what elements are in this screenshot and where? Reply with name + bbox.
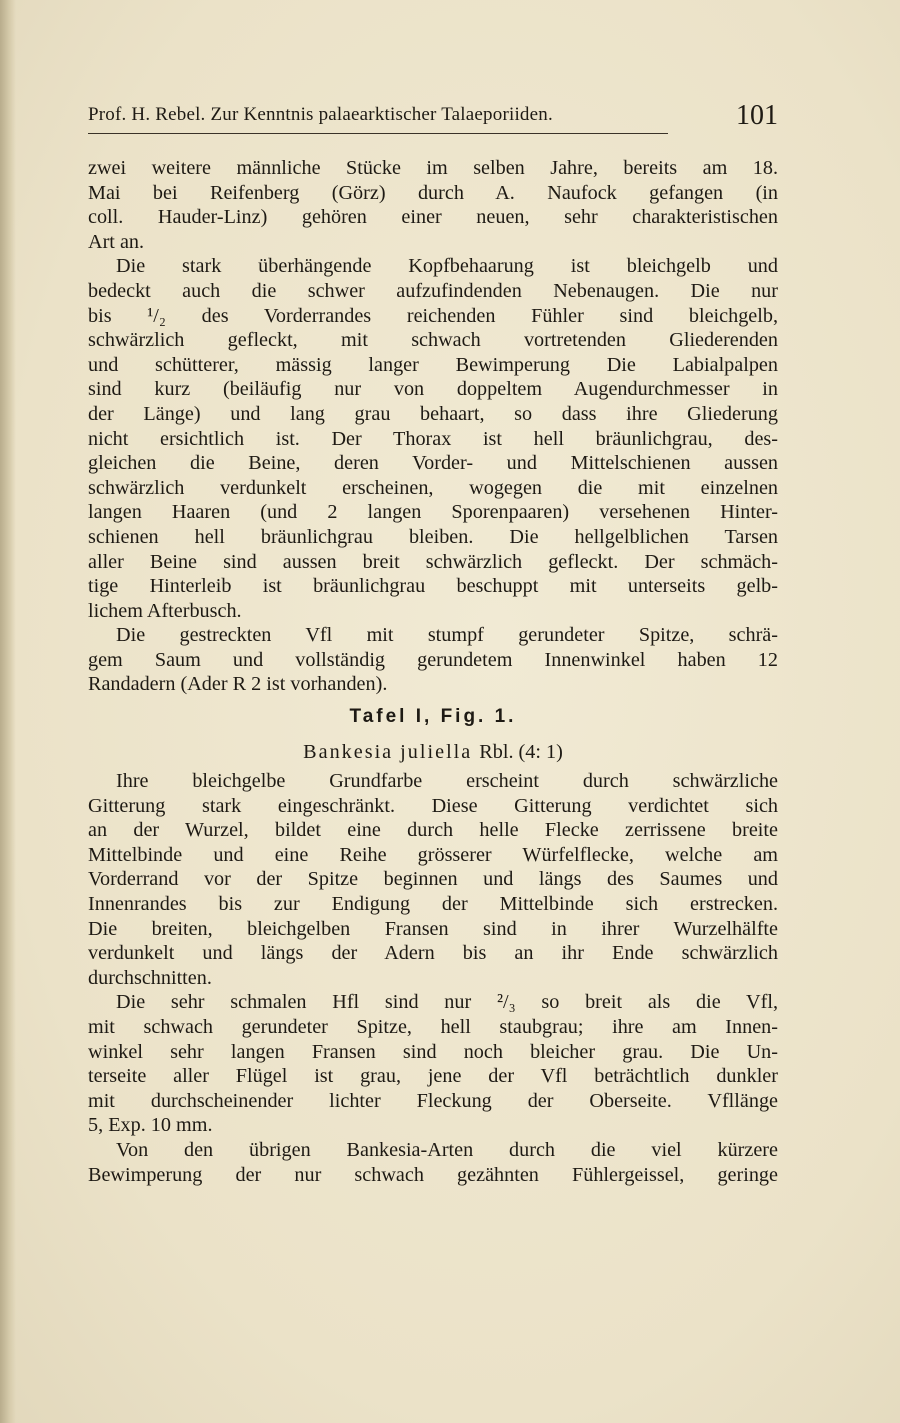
text-line: Vorderrand vor der Spitze beginnen und längs des Saumes und: [88, 868, 778, 891]
text-line: der Länge) und lang grau behaart, so dass ihre Gliederung: [88, 402, 778, 425]
text-line: bedeckt auch die schwer aufzufindenden Nebenaugen. Die nur: [88, 279, 778, 302]
page-header: [88, 96, 778, 130]
text-line: Die gestreckten Vfl mit stumpf gerundeter Spitze, schrä-: [116, 624, 778, 647]
text-line: Die breiten, bleichgelben Fransen sind in ihrer Wurzelhälfte: [88, 917, 778, 940]
text-line: mit durchscheinender lichter Fleckung der Oberseite. Vfllänge: [88, 1089, 778, 1112]
body-text: [88, 156, 778, 1187]
text-line: lichem Afterbusch.: [88, 599, 242, 622]
paragraph-6: [88, 1138, 778, 1187]
text-line: Die sehr schmalen Hfl sind nur ²/₃ so breit als die Vfl,: [116, 991, 778, 1014]
text-line: Art an.: [88, 230, 145, 253]
text-line: Gitterung stark eingeschränkt. Diese Gitterung verdichtet sich: [88, 794, 778, 817]
text-line: zwei weitere männliche Stücke im selben Jahre, bereits am 18.: [88, 157, 778, 179]
header-rule: [88, 133, 668, 134]
text-line: winkel sehr langen Fransen sind noch bleicher grau. Die Un-: [88, 1040, 778, 1063]
text-line: terseite aller Flügel ist grau, jene der Vfl beträchtlich dunkler: [88, 1065, 778, 1088]
text-line: mit schwach gerundeter Spitze, hell staubgrau; ihre am Innen-: [88, 1016, 778, 1038]
paragraph-2: [88, 254, 778, 623]
text-line: Randadern (Ader R 2 ist vorhanden).: [88, 673, 388, 696]
text-line: verdunkelt und längs der Adern bis an ihr Ende schwärzlich: [88, 942, 778, 965]
paragraph-1: [88, 156, 778, 254]
text-line: gleichen die Beine, deren Vorder- und Mittelschienen aussen: [88, 452, 778, 475]
text-line: bis ¹/₂ des Vorderrandes reichenden Fühler sind bleichgelb,: [88, 304, 778, 327]
text-line: schienen hell bräunlichgrau bleiben. Die hellgelblichen Tarsen: [88, 525, 778, 548]
text-line: aller Beine sind aussen breit schwärzlich gefleckt. Der schmäch-: [88, 550, 778, 573]
text-line: Innenrandes bis zur Endigung der Mittelbinde sich erstrecken.: [88, 893, 778, 916]
text-line: coll. Hauder-Linz) gehören einer neuen, sehr charakteristischen: [88, 206, 778, 229]
species-heading: [88, 735, 778, 769]
paragraph-3: [88, 623, 778, 697]
species-name: Bankesia juliella: [303, 741, 473, 764]
text-line: sind kurz (beiläufig nur von doppeltem Augendurchmesser in: [88, 378, 778, 401]
text-line: durchschnitten.: [88, 966, 212, 989]
text-line: Ihre bleichgelbe Grundfarbe erscheint durch schwärzliche: [116, 770, 778, 793]
paragraph-5: [88, 990, 778, 1138]
text-line: Bewimperung der nur schwach gezähnten Fühlergeissel, geringe: [88, 1163, 778, 1186]
text-line: nicht ersichtlich ist. Der Thorax ist hell bräunlichgrau, des-: [88, 427, 778, 450]
running-head: Prof. H. Rebel. Zur Kenntnis palaearktischer Talaeporiiden.: [88, 104, 553, 125]
text-line: schwärzlich verdunkelt erscheinen, wogegen die mit einzelnen: [88, 476, 778, 499]
text-line: Mittelbinde und eine Reihe grösserer Würfelflecke, welche am: [88, 843, 778, 866]
paragraph-4: [88, 769, 778, 990]
text-line: tige Hinterleib ist bräunlichgrau beschuppt mit unterseits gelb-: [88, 575, 778, 598]
text-line: und schütterer, mässig langer Bewimperung Die Labialpalpen: [88, 353, 778, 376]
text-line: schwärzlich gefleckt, mit schwach vortretenden Gliederenden: [88, 329, 778, 352]
text-line: an der Wurzel, bildet eine durch helle Flecke zerrissene breite: [88, 819, 778, 842]
text-line: Mai bei Reifenberg (Görz) durch A. Naufock gefangen (in: [88, 181, 778, 204]
text-line: 5, Exp. 10 mm.: [88, 1114, 213, 1137]
plate-reference: Tafel I, Fig. 1.: [349, 706, 517, 728]
binding-gutter: [0, 0, 16, 1423]
text-line: Von den übrigen Bankesia-Arten durch die viel kürzere: [116, 1138, 778, 1161]
species-author: Rbl. (4: 1): [479, 741, 563, 764]
page-number: 101: [736, 100, 778, 131]
text-line: langen Haaren (und 2 langen Sporenpaaren) versehenen Hinter-: [88, 501, 778, 524]
text-line: Die stark überhängende Kopfbehaarung ist bleichgelb und: [116, 255, 778, 278]
text-line: gem Saum und vollständig gerundetem Innenwinkel haben 12: [88, 648, 778, 671]
